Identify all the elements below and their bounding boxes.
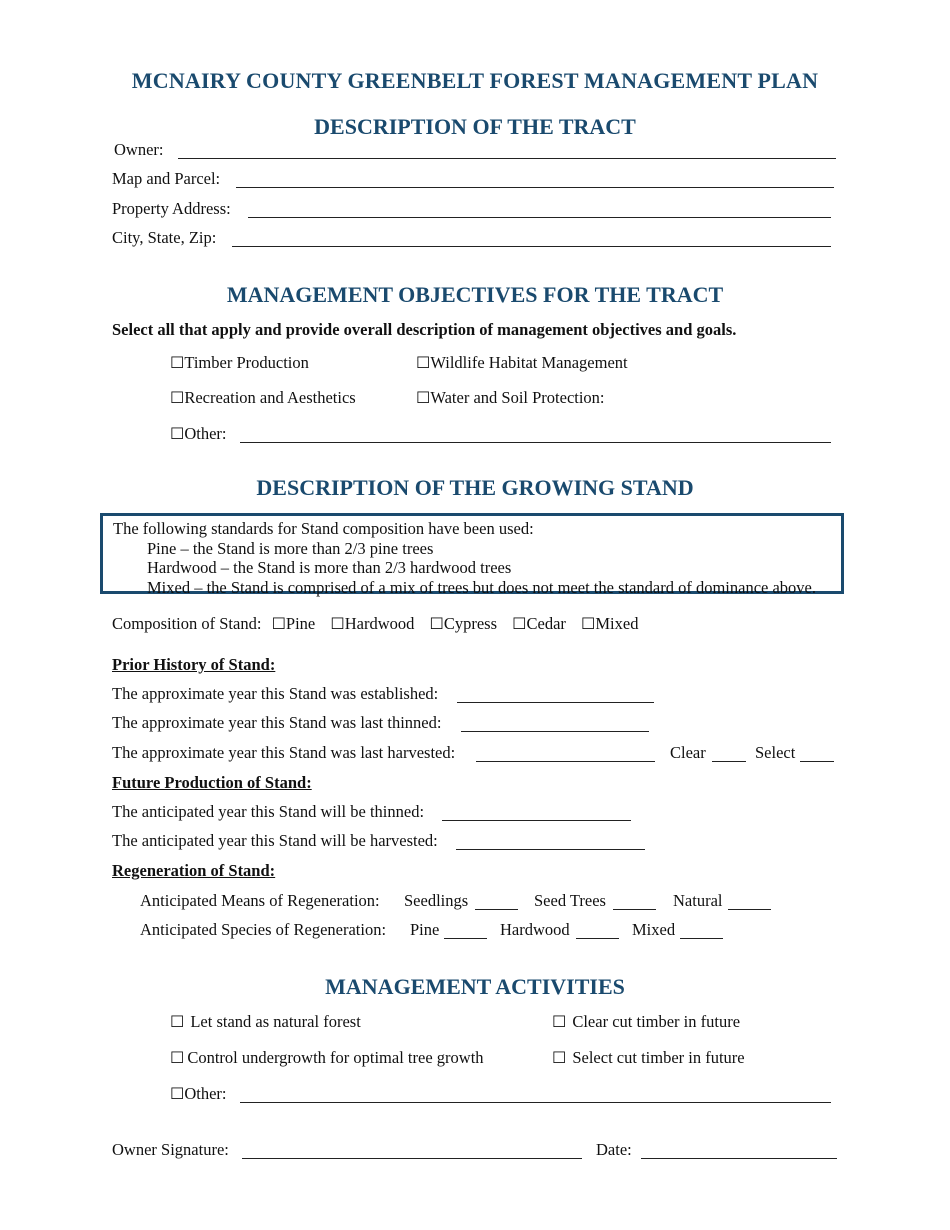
city-state-zip-label: City, State, Zip:: [112, 228, 217, 247]
last-harvested-field[interactable]: [476, 746, 655, 762]
section-title-activities: MANAGEMENT ACTIVITIES: [325, 974, 625, 999]
page-title: MCNAIRY COUNTY GREENBELT FOREST MANAGEMENT PLAN: [131, 68, 819, 93]
owner-signature-label: Owner Signature:: [112, 1140, 229, 1159]
activity-other-field[interactable]: [240, 1087, 831, 1103]
checkbox-icon[interactable]: ☐: [552, 1048, 567, 1067]
select-label: Select: [755, 743, 796, 762]
checkbox-icon[interactable]: ☐: [170, 353, 185, 372]
section-title-growing-stand: DESCRIPTION OF THE GROWING STAND: [256, 475, 694, 500]
regeneration-header: Regeneration of Stand:: [112, 861, 276, 880]
standards-intro: The following standards for Stand composition have been used:: [113, 519, 534, 538]
checkbox-icon[interactable]: ☐: [416, 353, 431, 372]
checkbox-icon[interactable]: ☐: [170, 1084, 185, 1103]
activity-select-cut[interactable]: ☐ Select cut timber in future: [552, 1048, 745, 1067]
objective-wildlife[interactable]: ☐Wildlife Habitat Management: [416, 353, 628, 372]
standard-mixed: Mixed – the Stand is comprised of a mix of trees but does not meet the standard of dominance above.: [147, 577, 816, 597]
select-field[interactable]: [800, 746, 834, 762]
city-state-zip-field[interactable]: [232, 231, 831, 247]
last-thinned-label: The approximate year this Stand was last thinned:: [112, 713, 442, 732]
property-address-field[interactable]: [248, 202, 831, 218]
future-thinned-label: The anticipated year this Stand will be thinned:: [112, 802, 425, 821]
regen-species-label: Anticipated Species of Regeneration:: [140, 920, 387, 939]
activity-undergrowth[interactable]: ☐ Control undergrowth for optimal tree growth: [170, 1048, 484, 1067]
checkbox-icon[interactable]: ☐: [170, 388, 185, 407]
activity-other[interactable]: ☐Other:: [170, 1084, 227, 1103]
checkbox-icon[interactable]: ☐: [512, 614, 527, 633]
established-field[interactable]: [457, 687, 654, 703]
regen-mixed-field[interactable]: [680, 923, 723, 939]
checkbox-icon[interactable]: ☐: [271, 614, 286, 633]
last-harvested-label: The approximate year this Stand was last harvested:: [112, 743, 456, 762]
checkbox-icon[interactable]: ☐: [416, 388, 431, 407]
clear-field[interactable]: [712, 746, 746, 762]
objective-other[interactable]: ☐Other:: [170, 424, 227, 443]
objective-other-field[interactable]: [240, 427, 831, 443]
composition-row: [112, 614, 638, 634]
composition-cedar[interactable]: ☐Cedar: [512, 614, 566, 633]
checkbox-icon[interactable]: ☐: [170, 1048, 185, 1067]
section-title-tract: DESCRIPTION OF THE TRACT: [314, 114, 636, 139]
regen-seedlings-field[interactable]: [475, 894, 518, 910]
objectives-instruction: Select all that apply and provide overall description of management objectives and goals.: [112, 320, 737, 339]
date-label: Date:: [596, 1140, 632, 1159]
standards-box: [100, 513, 844, 597]
checkbox-icon[interactable]: ☐: [330, 614, 345, 633]
future-harvested-field[interactable]: [456, 834, 645, 850]
established-label: The approximate year this Stand was established:: [112, 684, 439, 703]
future-thinned-field[interactable]: [442, 805, 631, 821]
last-thinned-field[interactable]: [461, 716, 649, 732]
standard-pine: Pine – the Stand is more than 2/3 pine trees: [147, 538, 434, 558]
composition-label: Composition of Stand:: [112, 614, 262, 633]
future-production-header: Future Production of Stand:: [112, 773, 312, 792]
date-field[interactable]: [641, 1143, 837, 1159]
checkbox-icon[interactable]: ☐: [552, 1012, 567, 1031]
objective-water[interactable]: ☐Water and Soil Protection:: [416, 388, 605, 407]
regen-mixed-label: Mixed: [632, 920, 676, 939]
section-title-objectives: MANAGEMENT OBJECTIVES FOR THE TRACT: [226, 282, 724, 307]
future-harvested-label: The anticipated year this Stand will be harvested:: [112, 831, 438, 850]
prior-history-header: Prior History of Stand:: [112, 655, 276, 674]
owner-label: Owner:: [114, 140, 164, 159]
regen-pine-field[interactable]: [444, 923, 487, 939]
composition-hardwood[interactable]: ☐Hardwood: [330, 614, 415, 633]
regen-hardwood-field[interactable]: [576, 923, 619, 939]
owner-signature-field[interactable]: [242, 1143, 582, 1159]
activity-natural-forest[interactable]: ☐ Let stand as natural forest: [170, 1012, 361, 1031]
checkbox-icon[interactable]: ☐: [170, 424, 185, 443]
regen-natural-label: Natural: [673, 891, 723, 910]
owner-field[interactable]: [178, 143, 836, 159]
standard-hardwood: Hardwood – the Stand is more than 2/3 hardwood trees: [147, 558, 512, 577]
regen-seed-trees-field[interactable]: [613, 894, 656, 910]
objective-recreation[interactable]: ☐Recreation and Aesthetics: [170, 388, 356, 407]
regen-seedlings-label: Seedlings: [404, 891, 469, 910]
checkbox-icon[interactable]: ☐: [429, 614, 444, 633]
regen-natural-field[interactable]: [728, 894, 771, 910]
regen-hardwood-label: Hardwood: [500, 920, 570, 939]
objective-timber[interactable]: ☐Timber Production: [170, 353, 309, 372]
owner-row: [114, 140, 163, 160]
regen-means-label: Anticipated Means of Regeneration:: [140, 891, 380, 910]
regen-seed-trees-label: Seed Trees: [534, 891, 606, 910]
map-parcel-label: Map and Parcel:: [112, 169, 221, 188]
property-address-label: Property Address:: [112, 199, 231, 218]
composition-pine[interactable]: ☐Pine: [271, 614, 316, 633]
clear-label: Clear: [670, 743, 706, 762]
activity-clear-cut[interactable]: ☐ Clear cut timber in future: [552, 1012, 741, 1031]
regen-pine-label: Pine: [410, 920, 440, 939]
map-parcel-field[interactable]: [236, 172, 834, 188]
checkbox-icon[interactable]: ☐: [581, 614, 596, 633]
checkbox-icon[interactable]: ☐: [170, 1012, 185, 1031]
composition-mixed[interactable]: ☐Mixed: [581, 614, 639, 633]
composition-cypress[interactable]: ☐Cypress: [429, 614, 498, 633]
